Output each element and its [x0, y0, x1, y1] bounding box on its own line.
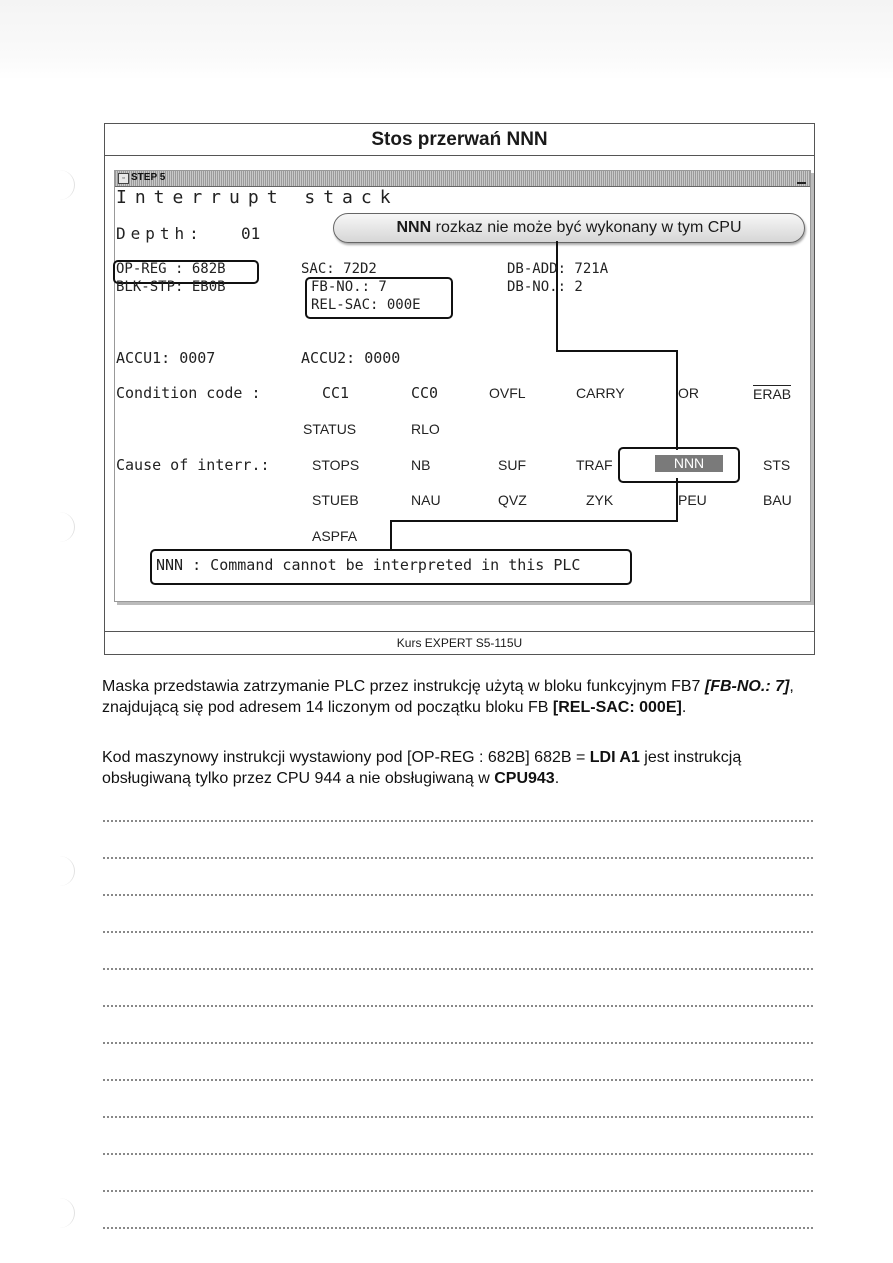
- figure-caption: Kurs EXPERT S5-115U: [105, 631, 814, 654]
- punch-hole: [44, 1198, 75, 1228]
- p2-text: .: [554, 770, 560, 787]
- cause-peu: PEU: [678, 492, 707, 508]
- writing-line: [103, 1116, 813, 1118]
- callout-text: rozkaz nie może być wykonany w tym CPU: [431, 219, 742, 236]
- interrupt-stack-heading: Interrupt stack: [116, 187, 399, 208]
- cause-qvz: QVZ: [498, 492, 527, 508]
- writing-line: [103, 1042, 813, 1044]
- minimize-icon[interactable]: [797, 173, 806, 184]
- flag-or: OR: [678, 385, 699, 401]
- flag-cc1: CC1: [322, 384, 350, 402]
- writing-line: [103, 820, 813, 822]
- p2-cpu: CPU943: [494, 770, 555, 787]
- cause-nb: NB: [411, 457, 431, 473]
- window-app-icon: ▫: [118, 173, 129, 184]
- p2-text: Kod maszynowy instrukcji wystawiony pod [OP-REG : 682B] 682B =: [102, 749, 590, 766]
- callout-bold: NNN: [396, 219, 432, 236]
- cause-nau: NAU: [411, 492, 441, 508]
- accu1-value: ACCU1: 0007: [116, 349, 216, 367]
- p1-text: .: [681, 699, 687, 716]
- punch-hole: [44, 170, 75, 200]
- blk-stp-value: BLK-STP: EB0B: [116, 279, 226, 295]
- paragraph-1: [102, 676, 817, 718]
- punch-hole: [44, 856, 75, 886]
- connector-line: [390, 520, 392, 550]
- punch-hole: [44, 512, 75, 542]
- writing-line: [103, 931, 813, 933]
- cause-stops: STOPS: [312, 457, 360, 473]
- flag-status: STATUS: [303, 421, 357, 437]
- cause-bau: BAU: [763, 492, 792, 508]
- flag-rlo: RLO: [411, 421, 440, 437]
- cause-sts: STS: [763, 457, 791, 473]
- writing-line: [103, 1190, 813, 1192]
- figure-frame: [104, 123, 815, 655]
- connector-line: [556, 350, 677, 352]
- p1-fbno: [FB-NO.: 7]: [704, 678, 790, 695]
- p1-text: , znajdującą się pod adresem 14 liczonym od początku bloku FB: [102, 678, 794, 716]
- writing-line: [103, 1079, 813, 1081]
- step5-window: [114, 170, 811, 602]
- nnn-callout: [333, 213, 805, 243]
- op-reg-value: OP-REG : 682B: [116, 261, 226, 277]
- cause-nnn: NNN: [655, 455, 723, 472]
- window-title: STEP 5: [131, 172, 166, 183]
- flag-erab: ERAB: [753, 386, 792, 402]
- footer-note: NNN : Command cannot be interpreted in this PLC: [156, 556, 581, 574]
- cause-stueb: STUEB: [312, 492, 359, 508]
- cause-suf: SUF: [498, 457, 526, 473]
- writing-line: [103, 1153, 813, 1155]
- writing-line: [103, 1227, 813, 1229]
- p1-text: Maska przedstawia zatrzymanie PLC przez instrukcję użytą w bloku funkcyjnym FB7: [102, 678, 705, 695]
- flag-cc0: CC0: [411, 384, 439, 402]
- cause-traf: TRAF: [576, 457, 613, 473]
- paragraph-2: [102, 747, 817, 789]
- flag-carry: CARRY: [576, 385, 625, 401]
- writing-line: [103, 894, 813, 896]
- p2-ldi: LDI A1: [589, 749, 640, 766]
- cause-zyk: ZYK: [586, 492, 614, 508]
- connector-line: [676, 478, 678, 521]
- depth-value: 01: [241, 224, 261, 243]
- writing-line: [103, 857, 813, 859]
- db-add-value: DB-ADD: 721A: [507, 261, 609, 277]
- depth-label: Depth:: [116, 224, 204, 243]
- figure-title: Stos przerwań NNN: [105, 124, 814, 156]
- db-no-value: DB-NO.: 2: [507, 279, 583, 295]
- fb-no-value: FB-NO.: 7: [311, 279, 387, 295]
- condition-code-label: Condition code :: [116, 384, 261, 402]
- cause-aspfa: ASPFA: [312, 528, 358, 544]
- connector-line: [556, 241, 558, 351]
- rel-sac-value: REL-SAC: 000E: [311, 297, 421, 313]
- connector-line: [390, 520, 678, 522]
- p2-text: jest instrukcją obsługiwaną tylko przez CPU 944 a nie obsługiwaną w: [102, 749, 742, 787]
- writing-line: [103, 968, 813, 970]
- flag-ovfl: OVFL: [489, 385, 526, 401]
- sac-value: SAC: 72D2: [301, 261, 377, 277]
- writing-line: [103, 1005, 813, 1007]
- cause-label: Cause of interr.:: [116, 456, 270, 474]
- p1-relsac: [REL-SAC: 000E]: [552, 699, 682, 716]
- scan-top-strip: [0, 0, 893, 80]
- accu2-value: ACCU2: 0000: [301, 349, 401, 367]
- window-titlebar[interactable]: [115, 171, 810, 187]
